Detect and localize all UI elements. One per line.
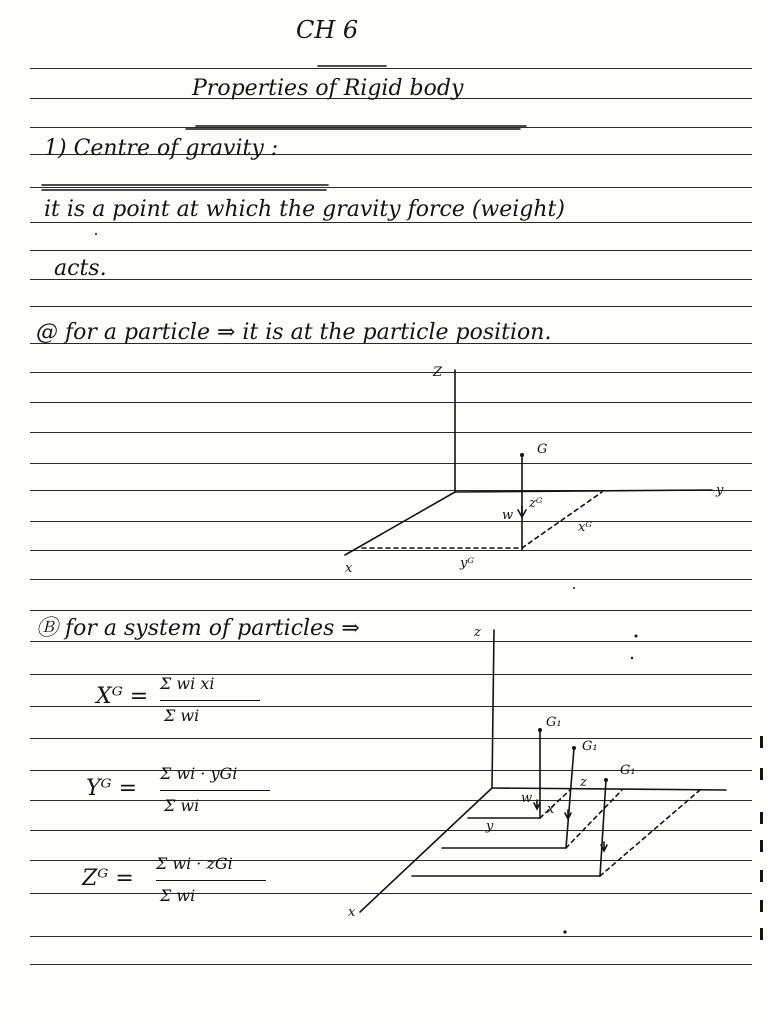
diagram-b-x-axis [360, 788, 492, 912]
formula-y-lhs: Yᴳ = [86, 776, 138, 801]
section-heading: 1) Centre of gravity : [44, 136, 279, 161]
diagram-a-x-axis [345, 492, 455, 555]
title-underline [186, 126, 526, 129]
diagram-b-dashed [566, 790, 622, 848]
formula-x-lhs: Xᴳ = [96, 684, 149, 709]
page-speck [760, 736, 763, 748]
section-underline [42, 185, 328, 190]
formula-z-denominator: Σ wi [160, 886, 196, 905]
diagram-b-point [572, 746, 576, 750]
formula-x-denominator: Σ wi [164, 706, 200, 725]
diagram-a-g-label: G [537, 442, 548, 457]
page-speck [760, 900, 763, 912]
page-speck [631, 657, 633, 659]
chapter-heading: CH 6 [296, 16, 359, 44]
diagram-b-w-label: w [521, 791, 533, 806]
diagram-b-y-axis [492, 788, 726, 790]
diagram-a-y-axis [455, 490, 712, 492]
formula-z-lhs: Zᴳ = [82, 866, 134, 891]
diagram-b-g1-label: G₁ [620, 763, 636, 778]
page-speck [760, 870, 763, 882]
diagram-a-weight-arrow [518, 506, 526, 517]
diagram-b-z-axis [492, 630, 494, 788]
page-speck [760, 840, 763, 852]
formula-y-numerator: Σ wi · yGi [160, 764, 238, 783]
diagram-b-g1-label: G₁ [582, 739, 598, 754]
formula-x-numerator: Σ wi xi [160, 674, 215, 693]
formula-y-denominator: Σ wi [164, 796, 200, 815]
part-b-text: Ⓑ for a system of particles ⇒ [36, 616, 360, 641]
part-a-text: @ for a particle ⇒ it is at the particle position. [36, 320, 552, 345]
page-speck [95, 233, 97, 235]
diagram-b-weight-arrow [565, 810, 571, 819]
page-speck [760, 768, 763, 780]
diagram-b-g1-label: G₁ [546, 715, 562, 730]
definition-line-1: it is a point at which the gravity force (weight) [44, 197, 565, 222]
diagram-a-xg-label: xᴳ [578, 520, 592, 535]
diagram-b-point [604, 778, 608, 782]
diagram-a-point-g [520, 453, 524, 457]
page-speck [760, 812, 763, 824]
diagram-a-w-label: w [502, 508, 514, 523]
diagram-b-point [538, 728, 542, 732]
diagram-a-yg-label: yᴳ [460, 556, 474, 571]
formula-z-numerator: Σ wi · zGi [156, 854, 233, 873]
diagram-b-dashed [600, 790, 700, 876]
diagram-b-vertical-2 [566, 748, 574, 848]
diagram-a-z-axis-label: Z [433, 365, 443, 380]
page-title: Properties of Rigid body [192, 76, 464, 101]
diagram-a-dashed-y [522, 492, 602, 548]
page-speck [573, 587, 575, 589]
diagram-b-x-label: x [547, 802, 555, 817]
diagram-a-zg-label: zᴳ [529, 496, 543, 511]
diagram-b-z-axis-label: z [474, 625, 481, 640]
page-speck [635, 635, 638, 638]
page-speck [760, 928, 763, 940]
diagram-b-x-axis-label: x [348, 905, 356, 920]
diagram-a-x-axis-label: x [345, 561, 353, 576]
diagram-a-y-axis-label: y [716, 483, 724, 498]
diagram-b-weight-arrow [534, 800, 540, 809]
definition-line-2: acts. [54, 256, 107, 281]
page-speck [563, 930, 566, 933]
diagram-b-z-label: z [580, 775, 587, 790]
diagram-b-y-label: y [486, 819, 494, 834]
diagram-b-vertical-3 [600, 780, 606, 876]
